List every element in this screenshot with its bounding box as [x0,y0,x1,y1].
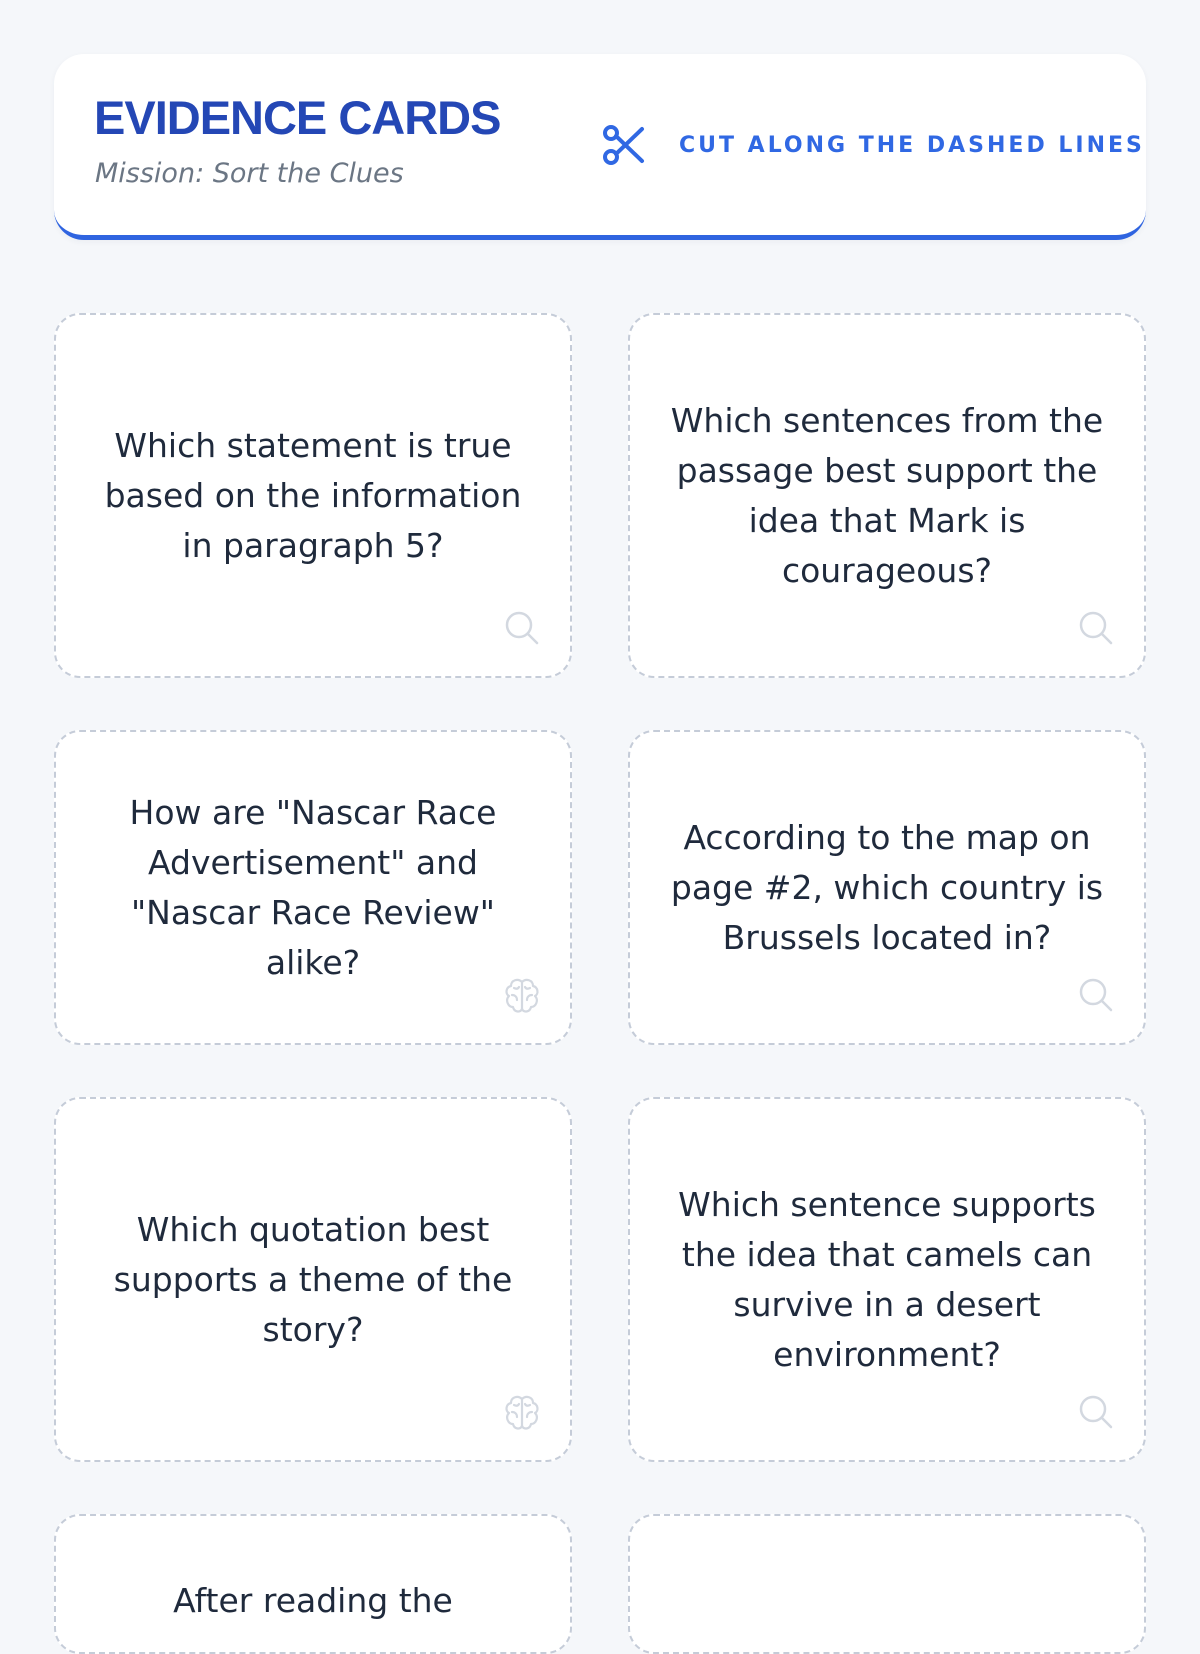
evidence-card-7[interactable] [54,1514,572,1654]
evidence-card-2[interactable] [628,313,1146,678]
card-question: According to the map on page #2, which country is Brussels located in? [670,817,1104,957]
evidence-card-1[interactable] [54,313,572,678]
evidence-card-8[interactable] [628,1514,1146,1654]
brain-icon [502,1392,542,1432]
evidence-card-3[interactable] [54,730,572,1045]
page-title: EVIDENCE CARDS [94,91,501,144]
evidence-card-5[interactable] [54,1097,572,1462]
card-question: Which quotation best supports a theme of the story? [113,1209,513,1349]
magnifier-icon [1076,1392,1116,1432]
card-question: After reading the [173,1581,453,1620]
evidence-card-6[interactable] [628,1097,1146,1462]
magnifier-icon [1076,975,1116,1015]
cut-instruction [601,120,1145,170]
card-question: Which sentences from the passage best support the idea that Mark is courageous? [670,400,1104,590]
cut-instruction-text: CUT ALONG THE DASHED LINES [679,132,1145,158]
card-question: How are "Nascar Race Advertisement" and "Nascar Race Review" alike? [129,792,497,982]
magnifier-icon [502,608,542,648]
brain-icon [502,975,542,1015]
header-card [54,54,1146,240]
scissors-icon [601,120,651,170]
evidence-card-4[interactable] [628,730,1146,1045]
page-subtitle: Mission: Sort the Clues [95,158,404,189]
card-question: Which statement is true based on the information in paragraph 5? [104,425,522,565]
card-question: Which sentence supports the idea that camels can survive in a desert environment? [678,1184,1096,1374]
magnifier-icon [1076,608,1116,648]
